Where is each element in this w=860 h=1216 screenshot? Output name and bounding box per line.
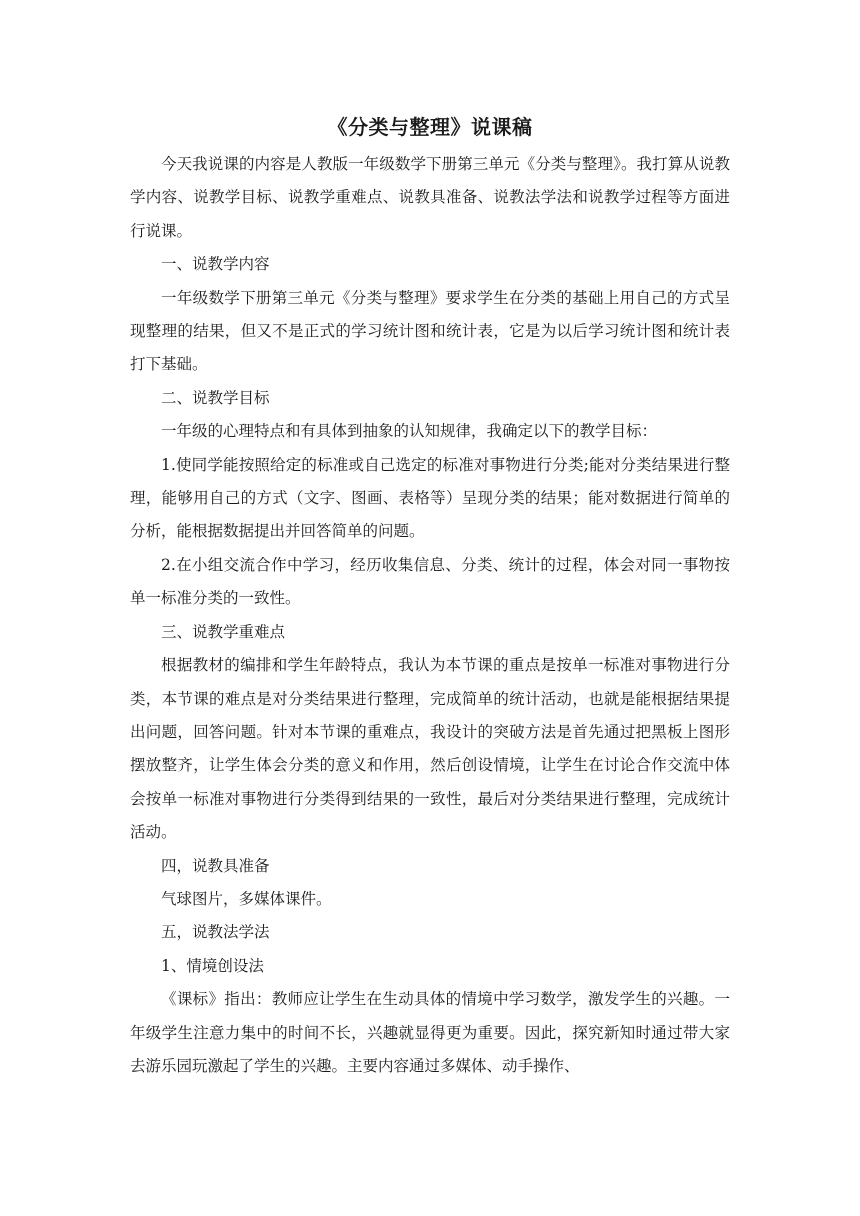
content-paragraph: 一年级数学下册第三单元《分类与整理》要求学生在分类的基础上用自己的方式呈现整理的结果，但又不是正式的学习统计图和统计表，它是为以后学习统计图和统计表打下基础。	[130, 288, 730, 374]
section-heading-materials: 四，说教具准备	[161, 856, 270, 875]
section-heading-goals: 二、说教学目标	[161, 388, 270, 407]
document-title: 《分类与整理》说课稿	[327, 115, 533, 139]
goals-intro-paragraph: 一年级的心理特点和有具体到抽象的认知规律，我确定以下的教学目标：	[161, 422, 658, 441]
materials-paragraph: 气球图片，多媒体课件。	[161, 889, 332, 908]
section-heading-methods: 五，说教法学法	[161, 923, 270, 942]
document-page	[130, 112, 730, 1083]
keypoints-paragraph: 根据教材的编排和学生年龄特点，我认为本节课的重点是按单一标准对事物进行分类，本节课的难点是对分类结果进行整理，完成简单的统计活动，也就是能根据结果提出问题，回答问题。针对本节课的重难点，我设计的突破方法是首先通过把黑板上图形摆放整齐，让学生体会分类的意义和作用，然后创设情境，让学生在讨论合作交流中体会按单一标准对事物进行分类得到结果的一致性，最后对分类结果进行整理，完成统计活动。	[130, 656, 730, 842]
method-paragraph-1: 《课标》指出：教师应让学生在生动具体的情境中学习数学，激发学生的兴趣。一年级学生注意力集中的时间不长，兴趣就显得更为重要。因此，探究新知时通过带大家去游乐园玩激起了学生的兴趣。主要内容通过多媒体、动手操作、	[130, 990, 730, 1075]
section-heading-keypoints: 三、说教学重难点	[161, 622, 286, 641]
section-heading-content: 一、说教学内容	[161, 255, 270, 274]
intro-paragraph: 今天我说课的内容是人教版一年级数学下册第三单元《分类与整理》。我打算从说教学内容、说教学目标、说教学重难点、说教具准备、说教法学法和说教学过程等方面进行说课。	[130, 155, 730, 240]
goal-item-2: 2.在小组交流合作中学习，经历收集信息、分类、统计的过程，体会对同一事物按单一标准分类的一致性。	[130, 555, 730, 608]
method-subheading-1: 1、情境创设法	[161, 956, 264, 975]
goal-item-1: 1.使同学能按照给定的标准或自己选定的标准对事物进行分类;能对分类结果进行整理，能够用自己的方式（文字、图画、表格等）呈现分类的结果；能对数据进行简单的分析，能根据数据提出并回答简单的问题。	[130, 455, 730, 541]
